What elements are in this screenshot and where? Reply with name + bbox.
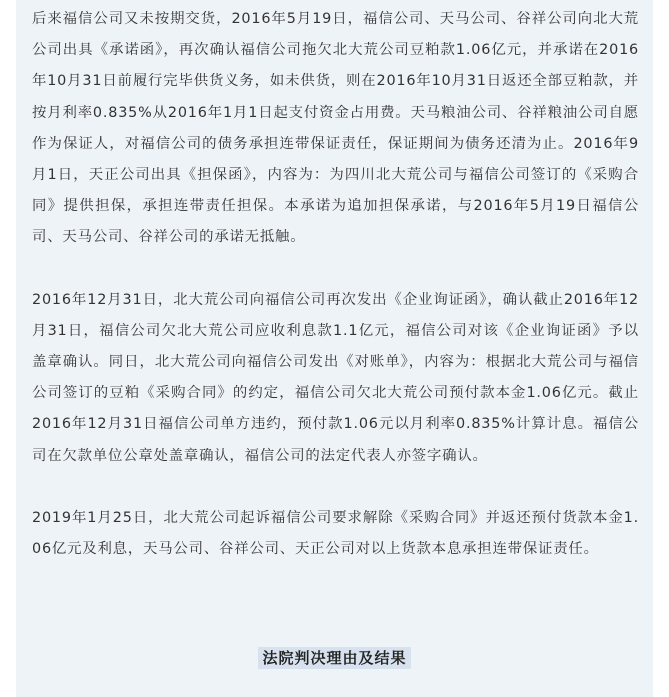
section-heading [16, 647, 653, 668]
paragraph-confirmation: 2016年12月31日，北大荒公司向福信公司再次发出《企业询证函》，确认截止2016年12月31日，福信公司欠北大荒公司应收利息款1.1亿元，福信公司对该《企业询证函》予以盖章确认。同日，北大荒公司向福信公司发出《对账单》，内容为：根据北大荒公司与福信公司签订的豆粕《采购合同》的约定，福信公司欠北大荒公司预付款本金1.06亿元。截止2016年12月31日福信公司单方违约，预付款1.06元以月利率0.835%计算计息。福信公司在欠款单位公章处盖章确认，福信公司的法定代表人亦签字确认。 [32, 291, 639, 464]
paragraph-lawsuit: 2019年1月25日，北大荒公司起诉福信公司要求解除《采购合同》并返还预付货款本金1.06亿元及利息，天马公司、谷祥公司、天正公司对以上货款本息承担连带保证责任。 [32, 509, 639, 558]
section-heading-text: 法院判决理由及结果 [258, 647, 410, 669]
paragraph-commitment: 后来福信公司又未按期交货，2016年5月19日，福信公司、天马公司、谷祥公司向北大荒公司出具《承诺函》，再次确认福信公司拖欠北大荒公司豆粕款1.06亿元，并承诺在2016年10月31日前履行完毕供货义务，如未供货，则在2016年10月31日返还全部豆粕款，并按月利率0.835%从2016年1月1日起支付资金占用费。天马粮油公司、谷祥粮油公司自愿作为保证人，对福信公司的债务承担连带保证责任，保证期间为债务还清为止。2016年9月1日，天正公司出具《担保函》，内容为：为四川北大荒公司与福信公司签订的《采购合同》提供担保，承担连带责任担保。本承诺为追加担保承诺，与2016年5月19日福信公司、天马公司、谷祥公司的承诺无抵触。 [32, 11, 639, 246]
